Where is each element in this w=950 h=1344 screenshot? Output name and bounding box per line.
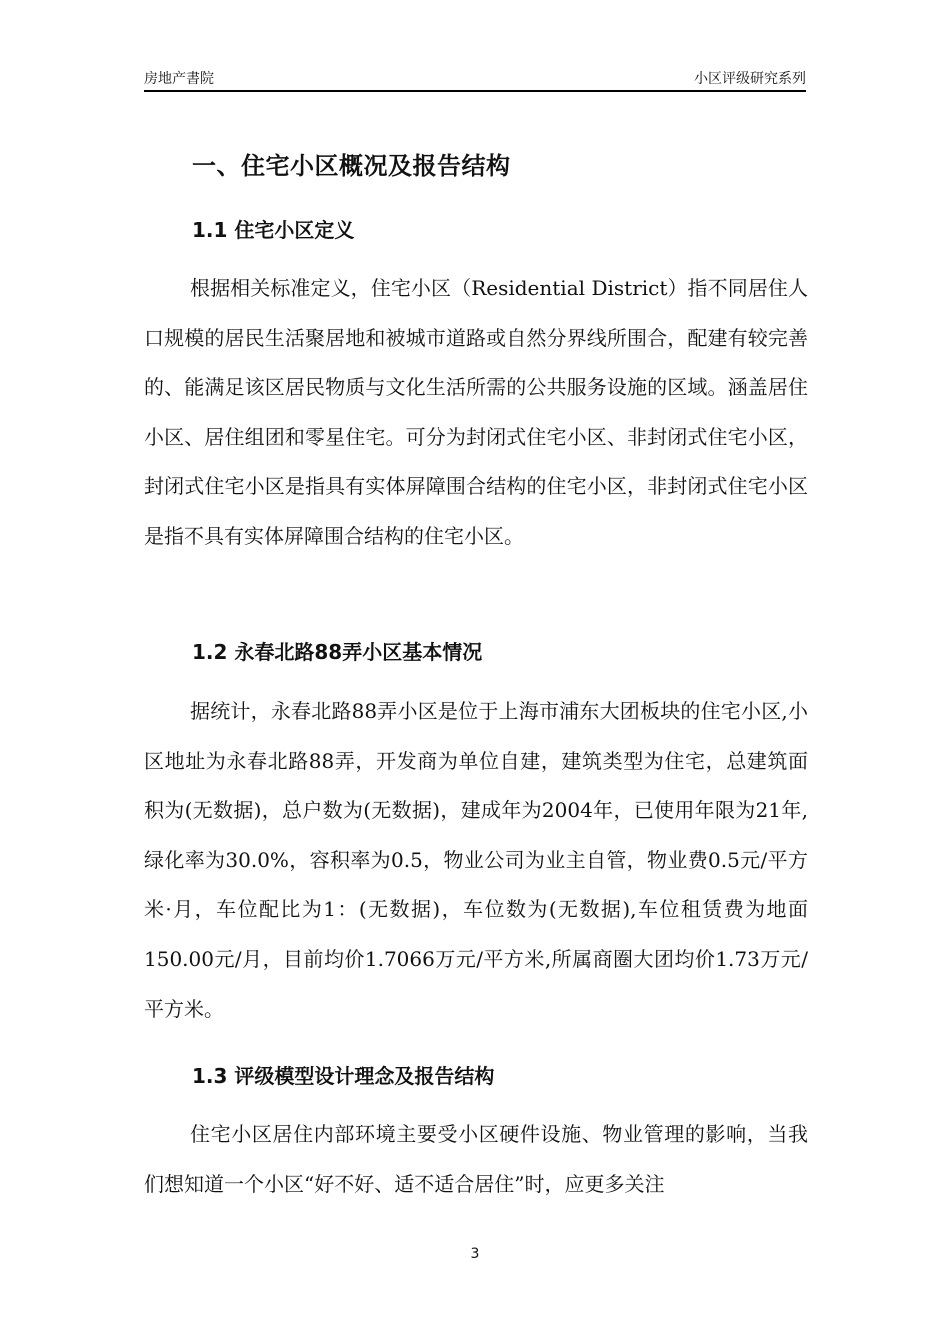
- section-heading-1-1: 1.1 住宅小区定义: [192, 218, 355, 242]
- page-header: [144, 66, 806, 92]
- section-heading-1-2: 1.2 永春北路88弄小区基本情况: [192, 640, 483, 664]
- section-paragraph-1-3: 住宅小区居住内部环境主要受小区硬件设施、物业管理的影响，当我们想知道一个小区“好不好、适不适合居住”时，应更多关注: [144, 1122, 808, 1196]
- header-series: 小区评级研究系列: [694, 71, 806, 87]
- section-paragraph-1-2: 据统计，永春北路88弄小区是位于上海市浦东大团板块的住宅小区,小区地址为永春北路88弄，开发商为单位自建，建筑类型为住宅，总建筑面积为(无数据)，总户数为(无数据)，建成年为2004年，已使用年限为21年,绿化率为30.0%，容积率为0.5，物业公司为业主自管，物业费0.5元/平方米·月，车位配比为1：(无数据)，车位数为(无数据),车位租赁费为地面150.00元/月，目前均价1.7066万元/平方米,所属商圈大团均价1.73万元/平方米。: [144, 699, 808, 1021]
- header-publisher: 房地产書院: [144, 71, 214, 87]
- section-paragraph-1-1: 根据相关标准定义，住宅小区（Residential District）指不同居住人口规模的居民生活聚居地和被城市道路或自然分界线所围合，配建有较完善的、能满足该区居民物质与文化生活所需的公共服务设施的区域。涵盖居住小区、居住组团和零星住宅。可分为封闭式住宅小区、非封闭式住宅小区，封闭式住宅小区是指具有实体屏障围合结构的住宅小区，非封闭式住宅小区是指不具有实体屏障围合结构的住宅小区。: [144, 276, 808, 548]
- section-heading-1-3: 1.3 评级模型设计理念及报告结构: [192, 1064, 495, 1088]
- chapter-title: 一、住宅小区概况及报告结构: [192, 152, 511, 180]
- page-number: 3: [470, 1246, 480, 1262]
